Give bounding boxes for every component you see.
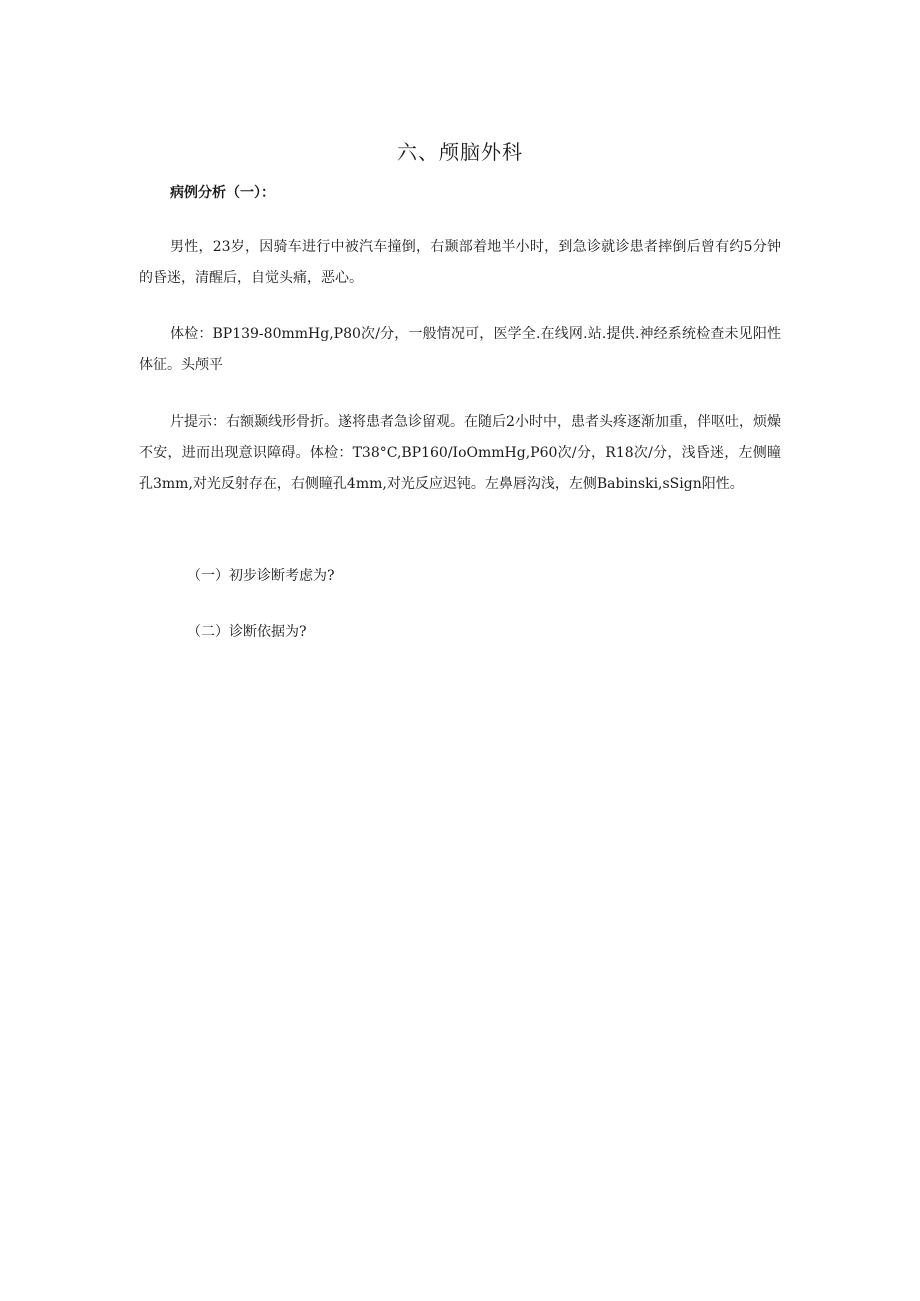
document-title: 六、颅脑外科: [397, 140, 523, 164]
case-analysis-heading: 病例分析（一）：: [170, 185, 275, 201]
question-initial-diagnosis: （一）初步诊断考虑为?: [187, 568, 335, 584]
physical-exam-paragraph: 体检：BP139-80mmHg,P80次/分，一般情况可，医学全.在线网.站.提供.神经系统检查未见阳性体征。头颅平: [139, 326, 781, 373]
question-diagnostic-basis: （二）诊断依据为?: [187, 624, 307, 640]
case-history-paragraph: 男性，23岁，因骑车进行中被汽车撞倒，右颞部着地半小时，到急诊就诊患者摔倒后曾有约5分钟的昏迷，清醒后，自觉头痛，恶心。: [139, 239, 781, 286]
imaging-findings-paragraph: 片提示：右额颞线形骨折。遂将患者急诊留观。在随后2小时中，患者头疼逐渐加重，伴呕吐，烦燥不安，进而出现意识障碍。体检：T38°C,BP160/IoOmmHg,P60次/分，R18次/分，浅昏迷，左侧瞳孔3mm,对光反射存在，右侧瞳孔4mm,对光反应迟钝。左鼻唇沟浅，左侧Babinski,sSign阳性。: [139, 414, 781, 492]
